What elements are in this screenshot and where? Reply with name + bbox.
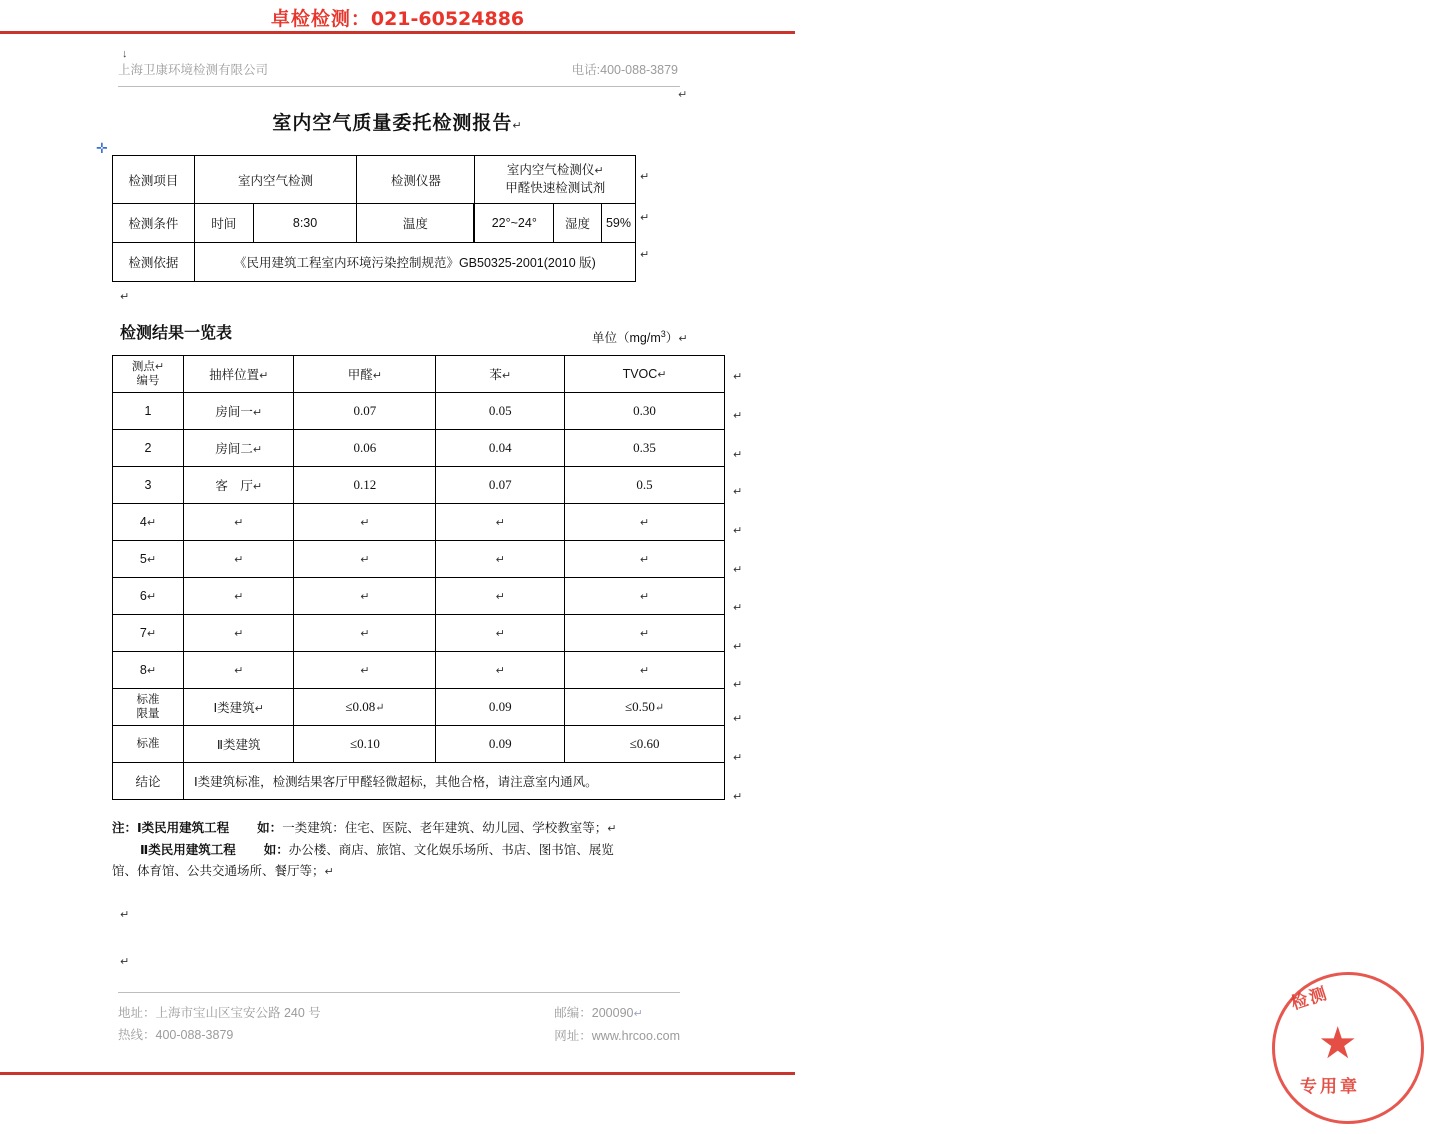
unit-prefix: 单位: [592, 331, 618, 345]
standard-label-2: 标准: [113, 726, 184, 763]
cell-point-no: 2: [113, 430, 184, 467]
notes-line2-key: 如：: [263, 843, 289, 857]
paragraph-mark-r12: ↵: [733, 791, 743, 803]
table-row: [113, 204, 636, 243]
bottom-red-rule: [0, 1072, 795, 1075]
cell-tvoc: ↵: [565, 578, 725, 615]
info-basis-label: 检测依据: [113, 243, 195, 282]
instrument-line-2: 甲醛快速检测试剂: [505, 181, 606, 195]
table-row: [113, 430, 725, 467]
cursor-mark-top: ↓: [122, 48, 128, 60]
results-table: [112, 355, 725, 800]
info-instrument-label: 检测仪器: [357, 156, 475, 204]
paragraph-mark-r1: ↵: [733, 371, 743, 383]
standard-hcho-1: ≤0.08↵: [294, 689, 436, 726]
standard-type-2: Ⅱ类建筑: [183, 726, 293, 763]
cell-position: ↵: [183, 578, 293, 615]
time-label: 时间: [195, 204, 254, 242]
table-header-row: [113, 356, 725, 393]
table-row: [113, 243, 636, 282]
info-project-value: 室内空气检测: [194, 156, 357, 204]
cell-position: 房间一↵: [183, 393, 293, 430]
cell-tvoc: 0.5: [565, 467, 725, 504]
notes-line-3: 馆、体育馆、公共交通场所、餐厅等；↵: [112, 864, 334, 878]
paragraph-mark-r3: ↵: [733, 449, 743, 461]
brand-name: 卓检检测：: [270, 8, 371, 30]
standard-label-1: 标准 限量: [113, 689, 184, 726]
cell-tvoc: ↵: [565, 504, 725, 541]
cell-tvoc: 0.30: [565, 393, 725, 430]
info-table: [112, 155, 636, 282]
cell-hcho: ↵: [294, 504, 436, 541]
cell-tvoc: ↵: [565, 652, 725, 689]
standard-hcho-2: ≤0.10: [294, 726, 436, 763]
cell-benzene: 0.07: [436, 467, 565, 504]
paragraph-mark-b1: ↵: [120, 909, 130, 921]
notes-line3-text: 馆、体育馆、公共交通场所、餐厅等；: [112, 864, 325, 878]
cell-benzene: ↵: [436, 504, 565, 541]
cell-hcho: 0.12: [294, 467, 436, 504]
paragraph-mark-r8: ↵: [733, 641, 743, 653]
footer-website: 网址：www.hrcoo.com: [554, 1029, 680, 1043]
col-header-position: 抽样位置↵: [183, 356, 293, 393]
cell-point-no: 6↵: [113, 578, 184, 615]
paragraph-mark-r7: ↵: [733, 602, 743, 614]
table-row: [113, 504, 725, 541]
paragraph-mark-3: ↵: [640, 249, 650, 261]
brand-header: [0, 4, 795, 31]
cell-point-no: 1: [113, 393, 184, 430]
notes-line1-key: 如：: [257, 821, 283, 835]
cell-position: ↵: [183, 504, 293, 541]
cell-benzene: ↵: [436, 578, 565, 615]
unit-suffix: ）: [665, 331, 679, 345]
paragraph-mark-r10: ↵: [733, 713, 743, 725]
cell-position: 房间二↵: [183, 430, 293, 467]
cell-position: ↵: [183, 541, 293, 578]
col-header-point-line1: 测点: [131, 361, 155, 373]
standard-tvoc-2: ≤0.60: [565, 726, 725, 763]
notes-line-2: [112, 840, 752, 861]
standard-benzene-2: 0.09: [436, 726, 565, 763]
col-header-benzene: 苯↵: [436, 356, 565, 393]
letterhead-tel: 电话:400-088-3879: [571, 63, 678, 77]
conclusion-text: Ⅰ类建筑标准，检测结果客厅甲醛轻微超标，其他合格，请注意室内通风。: [183, 763, 724, 800]
table-row: [113, 156, 636, 204]
page-title: 室内空气质量委托检测报告↵: [272, 113, 523, 134]
cell-tvoc: ↵: [565, 615, 725, 652]
col-header-tvoc: TVOC↵: [565, 356, 725, 393]
stamp-star-icon: ★: [1318, 1019, 1358, 1068]
top-red-rule: [0, 31, 795, 34]
cell-point-no: 3: [113, 467, 184, 504]
paragraph-mark-r6: ↵: [733, 564, 743, 576]
info-basis-value: 《民用建筑工程室内环境污染控制规范》GB50325-2001(2010 版): [194, 243, 635, 282]
cell-position: 客 厅↵: [183, 467, 293, 504]
footer-address: 地址：上海市宝山区宝安公路 240 号: [118, 1006, 321, 1020]
cell-hcho: 0.06: [294, 430, 436, 467]
footer-postcode: 邮编：200090↵: [554, 1006, 643, 1020]
notes-line-1: 注：Ⅰ类民用建筑工程 如：一类建筑：住宅、医院、老年建筑、幼儿园、学校教室等；↵: [112, 821, 617, 835]
table-row: [113, 541, 725, 578]
stamp-ring: [1262, 962, 1434, 1134]
table-row: [113, 652, 725, 689]
footer: [118, 1002, 680, 1047]
paragraph-mark-4: ↵: [120, 291, 130, 303]
unit-sup: 3: [660, 328, 666, 339]
cell-benzene: ↵: [436, 541, 565, 578]
notes-line1-text: 一类建筑：住宅、医院、老年建筑、幼儿园、学校教室等；: [282, 821, 608, 835]
cell-benzene: ↵: [436, 652, 565, 689]
notes-line2-bold: Ⅱ类民用建筑工程: [140, 843, 236, 857]
standard-benzene-1: 0.09: [436, 689, 565, 726]
paragraph-mark-r11: ↵: [733, 752, 743, 764]
cell-point-no: 7↵: [113, 615, 184, 652]
standard-tvoc-1: ≤0.50↵: [565, 689, 725, 726]
footer-right: [554, 1002, 680, 1047]
paragraph-mark-r2: ↵: [733, 410, 743, 422]
cell-benzene: ↵: [436, 615, 565, 652]
notes-line2-text: 办公楼、商店、旅馆、文化娱乐场所、书店、图书馆、展览: [288, 843, 614, 857]
cell-hcho: ↵: [294, 652, 436, 689]
paragraph-mark-1: ↵: [640, 171, 650, 183]
cell-point-no: 5↵: [113, 541, 184, 578]
conclusion-label: 结论: [113, 763, 184, 800]
unit-value: （mg/m: [617, 331, 661, 345]
col-header-point-line2: 编号: [136, 375, 160, 387]
paragraph-mark-r4: ↵: [733, 486, 743, 498]
stamp-bottom-text: 专用章: [1300, 1077, 1360, 1096]
table-row-conclusion: [113, 763, 725, 800]
results-unit: 单位$(mg/m^3)↵$: [592, 328, 688, 345]
cell-point-no: 4↵: [113, 504, 184, 541]
table-move-handle-icon[interactable]: ✛: [96, 140, 108, 156]
page-title-text: 室内空气质量委托检测报告: [272, 113, 513, 134]
table-row: [113, 615, 725, 652]
cell-hcho: ↵: [294, 615, 436, 652]
info-condition-label: 检测条件: [113, 204, 195, 243]
letterhead: [118, 60, 678, 78]
paragraph-mark-letterhead: ↵: [678, 89, 688, 101]
time-value: 8:30: [292, 216, 318, 230]
table-row-standard-1: [113, 689, 725, 726]
results-title: 检测结果一览表: [120, 325, 233, 342]
cell-hcho: ↵: [294, 541, 436, 578]
humidity-value: 59%: [605, 216, 631, 230]
letterhead-company: 上海卫康环境检测有限公司: [118, 63, 269, 77]
footer-left: [118, 1002, 321, 1047]
paragraph-mark-2: ↵: [640, 212, 650, 224]
humidity-label: 湿度: [554, 204, 602, 242]
footer-divider: [118, 992, 680, 993]
notes-line1-bold: Ⅰ类民用建筑工程: [137, 821, 230, 835]
cell-hcho: ↵: [294, 578, 436, 615]
notes-block: [112, 818, 752, 883]
cell-point-no: 8↵: [113, 652, 184, 689]
temp-value: 22°~24°: [475, 204, 553, 242]
instrument-line-1: 室内空气检测仪: [506, 163, 595, 177]
standard-type-1: Ⅰ类建筑↵: [183, 689, 293, 726]
stamp-top-text: 检测: [1288, 983, 1331, 1014]
brand-phone: 021-60524886: [370, 8, 525, 30]
letterhead-divider: [118, 86, 680, 87]
temp-label: 温度: [357, 204, 474, 242]
cell-benzene: 0.04: [436, 430, 565, 467]
cell-position: ↵: [183, 652, 293, 689]
paragraph-mark-b2: ↵: [120, 956, 130, 968]
table-row: [113, 393, 725, 430]
info-instrument-value: 室内空气检测仪↵ 甲醛快速检测试剂: [475, 156, 636, 204]
table-row: [113, 578, 725, 615]
footer-hotline: 热线：400-088-3879: [118, 1028, 234, 1042]
info-project-label: 检测项目: [113, 156, 195, 204]
cell-position: ↵: [183, 615, 293, 652]
col-header-hcho: 甲醛↵: [294, 356, 436, 393]
notes-prefix: 注：: [112, 821, 138, 835]
table-row: [113, 467, 725, 504]
cell-tvoc: ↵: [565, 541, 725, 578]
paragraph-mark-r9: ↵: [733, 679, 743, 691]
table-row-standard-2: [113, 726, 725, 763]
cell-benzene: 0.05: [436, 393, 565, 430]
col-header-point-no: 测点↵ 编号: [113, 356, 184, 393]
cell-tvoc: 0.35: [565, 430, 725, 467]
cell-hcho: 0.07: [294, 393, 436, 430]
paragraph-mark-r5: ↵: [733, 525, 743, 537]
